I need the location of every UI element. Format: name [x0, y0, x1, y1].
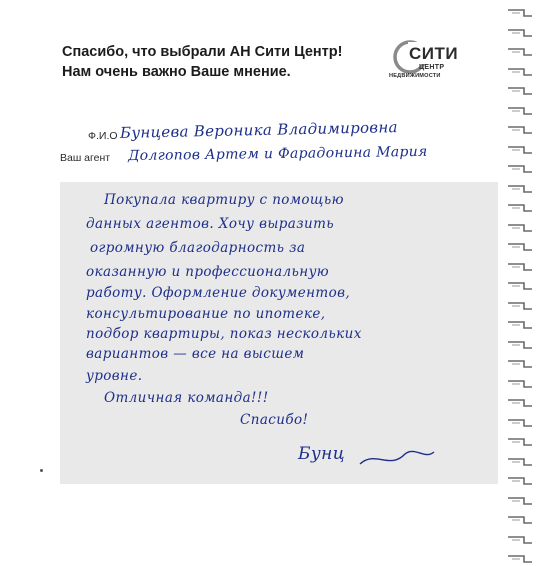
logo-tagline: НЕДВИЖИМОСТИ — [389, 73, 441, 79]
review-line: работу. Оформление документов, — [86, 285, 351, 301]
binder-ring-icon — [506, 240, 532, 253]
review-line: данных агентов. Хочу выразить — [86, 216, 335, 232]
binder-ring-icon — [506, 474, 532, 487]
review-line: вариантов — все на высшем — [86, 346, 305, 362]
binder-ring-icon — [506, 221, 532, 234]
header-line-2: Нам очень важно Ваше мнение. — [62, 64, 291, 80]
binder-ring-icon — [506, 182, 532, 195]
binder-ring-icon — [506, 416, 532, 429]
binder-ring-icon — [506, 318, 532, 331]
review-line: уровне. — [86, 368, 143, 384]
binder-ring-icon — [506, 377, 532, 390]
review-line: оказанную и профессиональную — [86, 264, 330, 280]
binder-ring-icon — [506, 396, 532, 409]
review-line: подбор квартиры, показ нескольких — [86, 326, 362, 342]
binder-ring-icon — [506, 123, 532, 136]
review-line: Отличная команда!!! — [104, 390, 269, 406]
binder-ring-icon — [506, 45, 532, 58]
agent-value: Долгопов Артем и Фарадонина Мария — [127, 143, 428, 165]
binder-ring-icon — [506, 338, 532, 351]
review-line: огромную благодарность за — [90, 240, 306, 256]
binder-ring-icon — [506, 65, 532, 78]
binder-ring-icon — [506, 162, 532, 175]
binder-ring-icon — [506, 279, 532, 292]
ink-dot — [40, 469, 43, 472]
binder-spine — [506, 0, 540, 566]
binder-ring-icon — [506, 84, 532, 97]
name-value: Бунцева Вероника Владимировна — [119, 118, 398, 142]
name-label: Ф.И.О — [88, 130, 118, 142]
review-line: Покупала квартиру с помощью — [104, 192, 344, 208]
binder-ring-icon — [506, 435, 532, 448]
binder-ring-icon — [506, 494, 532, 507]
header-line-1: Спасибо, что выбрали АН Сити Центр! — [62, 44, 343, 60]
signature: Бунц — [298, 444, 346, 464]
binder-ring-icon — [506, 26, 532, 39]
review-line: Спасибо! — [240, 412, 309, 428]
binder-ring-icon — [506, 104, 532, 117]
binder-ring-icon — [506, 552, 532, 565]
binder-ring-icon — [506, 455, 532, 468]
logo-subtitle: ЦЕНТР — [419, 64, 445, 71]
binder-ring-icon — [506, 299, 532, 312]
binder-ring-icon — [506, 201, 532, 214]
company-logo — [388, 38, 459, 88]
review-box — [60, 182, 498, 484]
binder-ring-icon — [506, 6, 532, 19]
binder-ring-icon — [506, 357, 532, 370]
review-line: консультирование по ипотеке, — [86, 306, 326, 322]
agent-label: Ваш агент — [60, 152, 111, 164]
signature-stroke-icon — [330, 440, 440, 480]
logo-word: СИТИ — [409, 44, 459, 63]
binder-ring-icon — [506, 533, 532, 546]
binder-ring-icon — [506, 143, 532, 156]
binder-ring-icon — [506, 260, 532, 273]
binder-ring-icon — [506, 513, 532, 526]
